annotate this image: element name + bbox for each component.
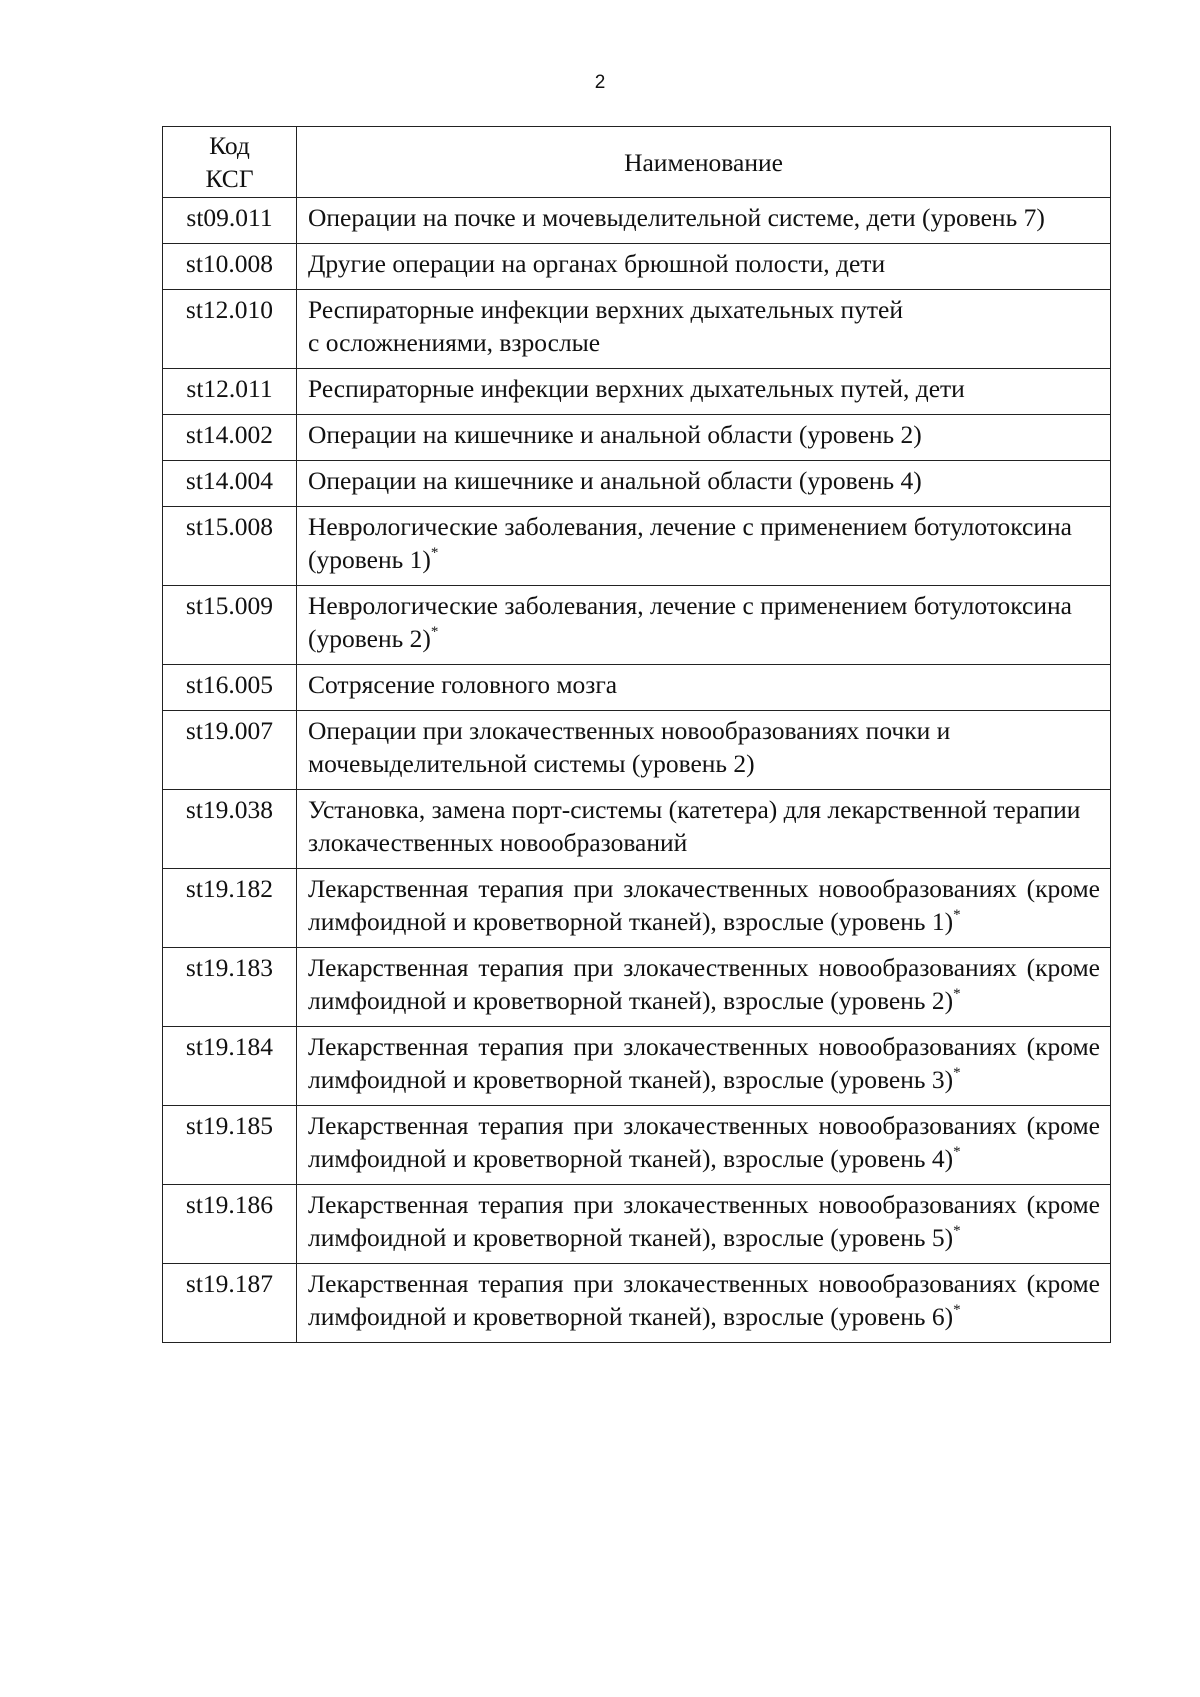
table-row xyxy=(163,869,1111,948)
ksg-code-cell: st09.011 xyxy=(163,198,297,244)
table-row xyxy=(163,415,1111,461)
table-row xyxy=(163,790,1111,869)
ksg-name-text: Неврологические заболевания, лечение с применением ботулотоксина (уровень 2) xyxy=(308,591,1072,653)
ksg-code-cell: st10.008 xyxy=(163,244,297,290)
footnote-marker: * xyxy=(953,1222,961,1239)
ksg-name-text: Респираторные инфекции верхних дыхательных путей, дети xyxy=(308,374,965,403)
footnote-marker: * xyxy=(953,1064,961,1081)
footnote-marker: * xyxy=(430,544,439,561)
page-number: 2 xyxy=(594,72,606,93)
footnote-marker: * xyxy=(953,906,961,923)
ksg-name-text: Лекарственная терапия при злокачественных новообразованиях (кроме лимфоидной и кроветворной тканей), взрослые (уровень 3) xyxy=(308,1032,1100,1094)
ksg-code-cell: st14.002 xyxy=(163,415,297,461)
table-row xyxy=(163,461,1111,507)
ksg-name-cell xyxy=(297,1185,1111,1264)
ksg-code-cell: st19.186 xyxy=(163,1185,297,1264)
ksg-name-cell xyxy=(297,1106,1111,1185)
ksg-name-cell xyxy=(297,665,1111,711)
table-row xyxy=(163,665,1111,711)
ksg-code-cell: st19.038 xyxy=(163,790,297,869)
table-row xyxy=(163,1264,1111,1343)
ksg-code-cell: st19.183 xyxy=(163,948,297,1027)
ksg-code-cell: st16.005 xyxy=(163,665,297,711)
ksg-code-cell: st15.008 xyxy=(163,507,297,586)
table-row xyxy=(163,1106,1111,1185)
ksg-code-cell: st12.010 xyxy=(163,290,297,369)
table-header-row xyxy=(163,127,1111,198)
table-body xyxy=(163,198,1111,1343)
table-row xyxy=(163,711,1111,790)
table-row xyxy=(163,198,1111,244)
table-row xyxy=(163,507,1111,586)
ksg-code-cell: st19.182 xyxy=(163,869,297,948)
ksg-name-text: Лекарственная терапия при злокачественных новообразованиях (кроме лимфоидной и кроветворной тканей), взрослые (уровень 6) xyxy=(308,1269,1100,1331)
column-header-code-line2: КСГ xyxy=(205,164,254,193)
table-row xyxy=(163,1027,1111,1106)
ksg-name-text: Сотрясение головного мозга xyxy=(308,670,618,699)
ksg-name-cell xyxy=(297,369,1111,415)
table-row xyxy=(163,244,1111,290)
ksg-name-cell xyxy=(297,198,1111,244)
ksg-name-cell xyxy=(297,244,1111,290)
ksg-name-text: Операции на кишечнике и анальной области (уровень 4) xyxy=(308,466,922,495)
column-header-code-line1: Код xyxy=(209,131,250,160)
ksg-name-cell xyxy=(297,1264,1111,1343)
ksg-code-cell: st19.185 xyxy=(163,1106,297,1185)
table-row xyxy=(163,369,1111,415)
table-row xyxy=(163,948,1111,1027)
table-row xyxy=(163,1185,1111,1264)
ksg-name-cell xyxy=(297,586,1111,665)
ksg-name-cell xyxy=(297,711,1111,790)
ksg-name-cell xyxy=(297,290,1111,369)
ksg-name-cell xyxy=(297,948,1111,1027)
ksg-code-cell: st15.009 xyxy=(163,586,297,665)
ksg-name-text: Лекарственная терапия при злокачественных новообразованиях (кроме лимфоидной и кроветворной тканей), взрослые (уровень 5) xyxy=(308,1190,1100,1252)
footnote-marker: * xyxy=(953,985,961,1002)
ksg-code-cell: st14.004 xyxy=(163,461,297,507)
footnote-marker: * xyxy=(430,623,439,640)
column-header-code xyxy=(163,127,297,198)
footnote-marker: * xyxy=(953,1301,961,1318)
ksg-name-cell xyxy=(297,415,1111,461)
ksg-name-cell xyxy=(297,790,1111,869)
ksg-name-text: Лекарственная терапия при злокачественных новообразованиях (кроме лимфоидной и кроветворной тканей), взрослые (уровень 1) xyxy=(308,874,1100,936)
ksg-name-cell xyxy=(297,461,1111,507)
ksg-code-cell: st19.007 xyxy=(163,711,297,790)
table-row xyxy=(163,586,1111,665)
ksg-name-text: Операции на кишечнике и анальной области (уровень 2) xyxy=(308,420,922,449)
ksg-code-cell: st19.187 xyxy=(163,1264,297,1343)
ksg-name-cell xyxy=(297,869,1111,948)
ksg-name-text: Операции на почке и мочевыделительной системе, дети (уровень 7) xyxy=(308,203,1045,232)
ksg-name-text: Операции при злокачественных новообразованиях почки и мочевыделительной системы (уровень 2) xyxy=(308,716,951,778)
ksg-name-text: Лекарственная терапия при злокачественных новообразованиях (кроме лимфоидной и кроветворной тканей), взрослые (уровень 4) xyxy=(308,1111,1100,1173)
ksg-name-text: Лекарственная терапия при злокачественных новообразованиях (кроме лимфоидной и кроветворной тканей), взрослые (уровень 2) xyxy=(308,953,1100,1015)
footnote-marker: * xyxy=(953,1143,961,1160)
ksg-name-text: Респираторные инфекции верхних дыхательных путей с осложнениями, взрослые xyxy=(308,295,903,357)
ksg-name-text: Другие операции на органах брюшной полости, дети xyxy=(308,249,886,278)
ksg-code-cell: st19.184 xyxy=(163,1027,297,1106)
ksg-name-cell xyxy=(297,1027,1111,1106)
ksg-table xyxy=(162,126,1111,1343)
ksg-name-text: Установка, замена порт-системы (катетера) для лекарственной терапии злокачественных новообразований xyxy=(308,795,1081,857)
ksg-name-cell xyxy=(297,507,1111,586)
ksg-name-text: Неврологические заболевания, лечение с применением ботулотоксина (уровень 1) xyxy=(308,512,1072,574)
column-header-name: Наименование xyxy=(297,127,1111,198)
table-row xyxy=(163,290,1111,369)
ksg-code-cell: st12.011 xyxy=(163,369,297,415)
